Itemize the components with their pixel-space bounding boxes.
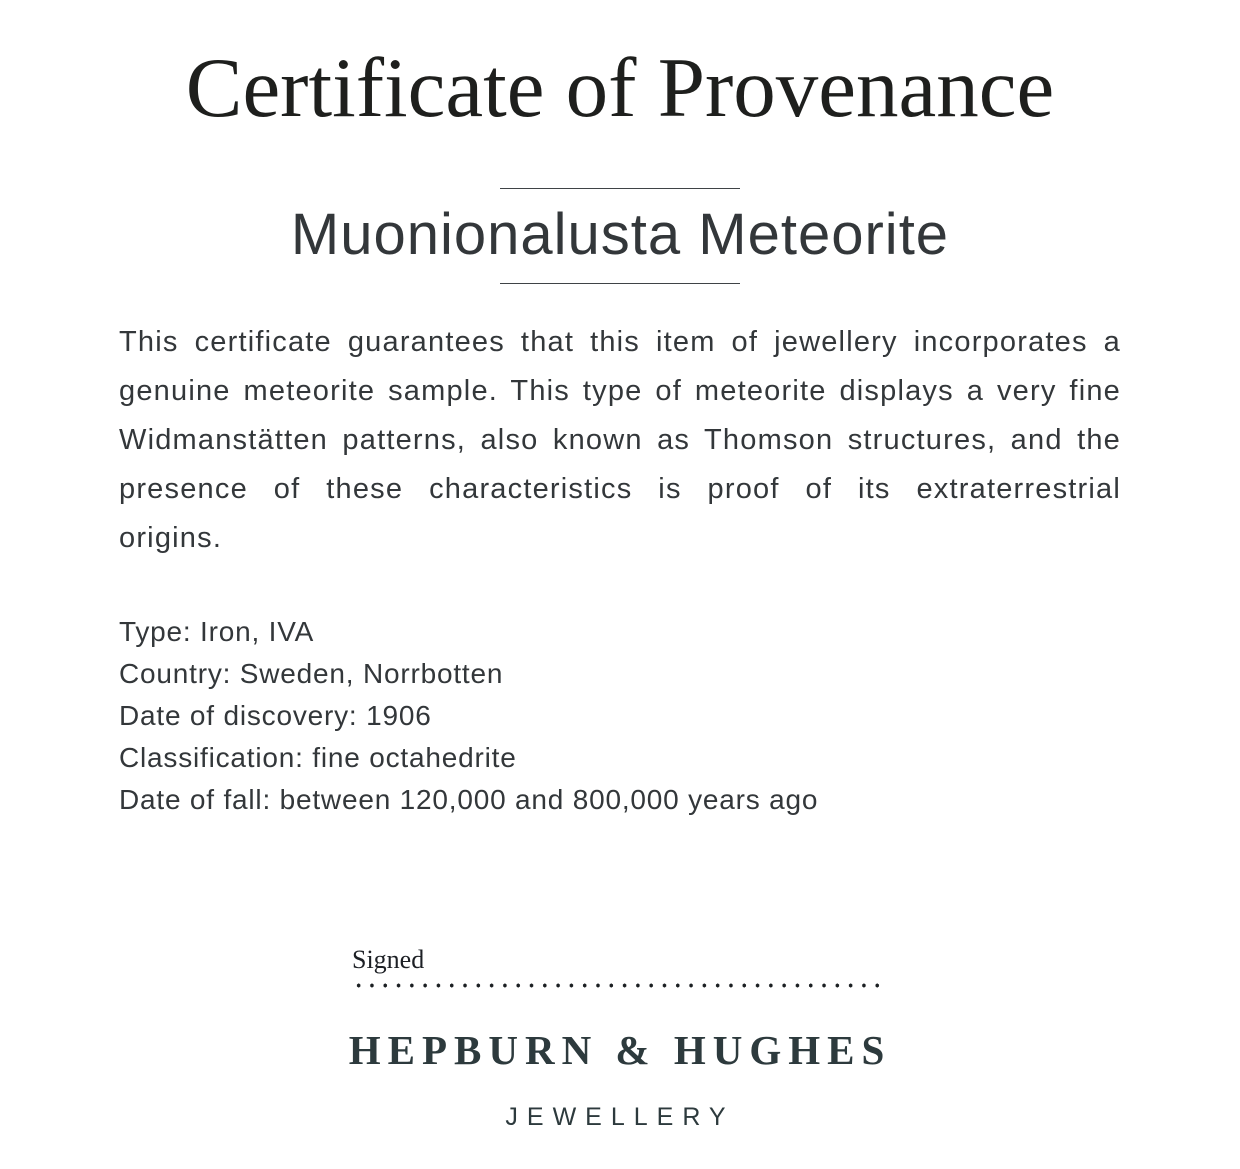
meteorite-details: [119, 611, 1121, 821]
detail-classification: Classification: fine octahedrite: [119, 742, 517, 774]
signature-dotted-line: [352, 983, 884, 988]
certificate-subtitle: Muonionalusta Meteorite: [290, 201, 950, 267]
signed-label: Signed: [352, 945, 425, 975]
certificate-title: Certificate of Provenance: [185, 41, 1055, 135]
detail-country: Country: Sweden, Norrbotten: [119, 658, 504, 690]
divider-bottom: [500, 283, 740, 284]
certificate-page: [0, 42, 1240, 1169]
brand-name: HEPBURN & HUGHES: [348, 1027, 892, 1074]
signature-block: [352, 944, 884, 988]
detail-type: Type: Iron, IVA: [119, 616, 315, 648]
certificate-description: This certificate guarantees that this item of jewellery incorporates a genuine meteorite sample. This type of meteorite displays a very fine Widmanstätten patterns, also known as Thomson structures, and the presence of these characteristics is proof of its extraterrestrial origins.: [119, 326, 1121, 555]
detail-date-of-fall: Date of fall: between 120,000 and 800,000 years ago: [119, 784, 819, 816]
brand-tagline: JEWELLERY: [505, 1102, 735, 1131]
detail-date-of-discovery: Date of discovery: 1906: [119, 700, 432, 732]
divider-top: [500, 188, 740, 189]
